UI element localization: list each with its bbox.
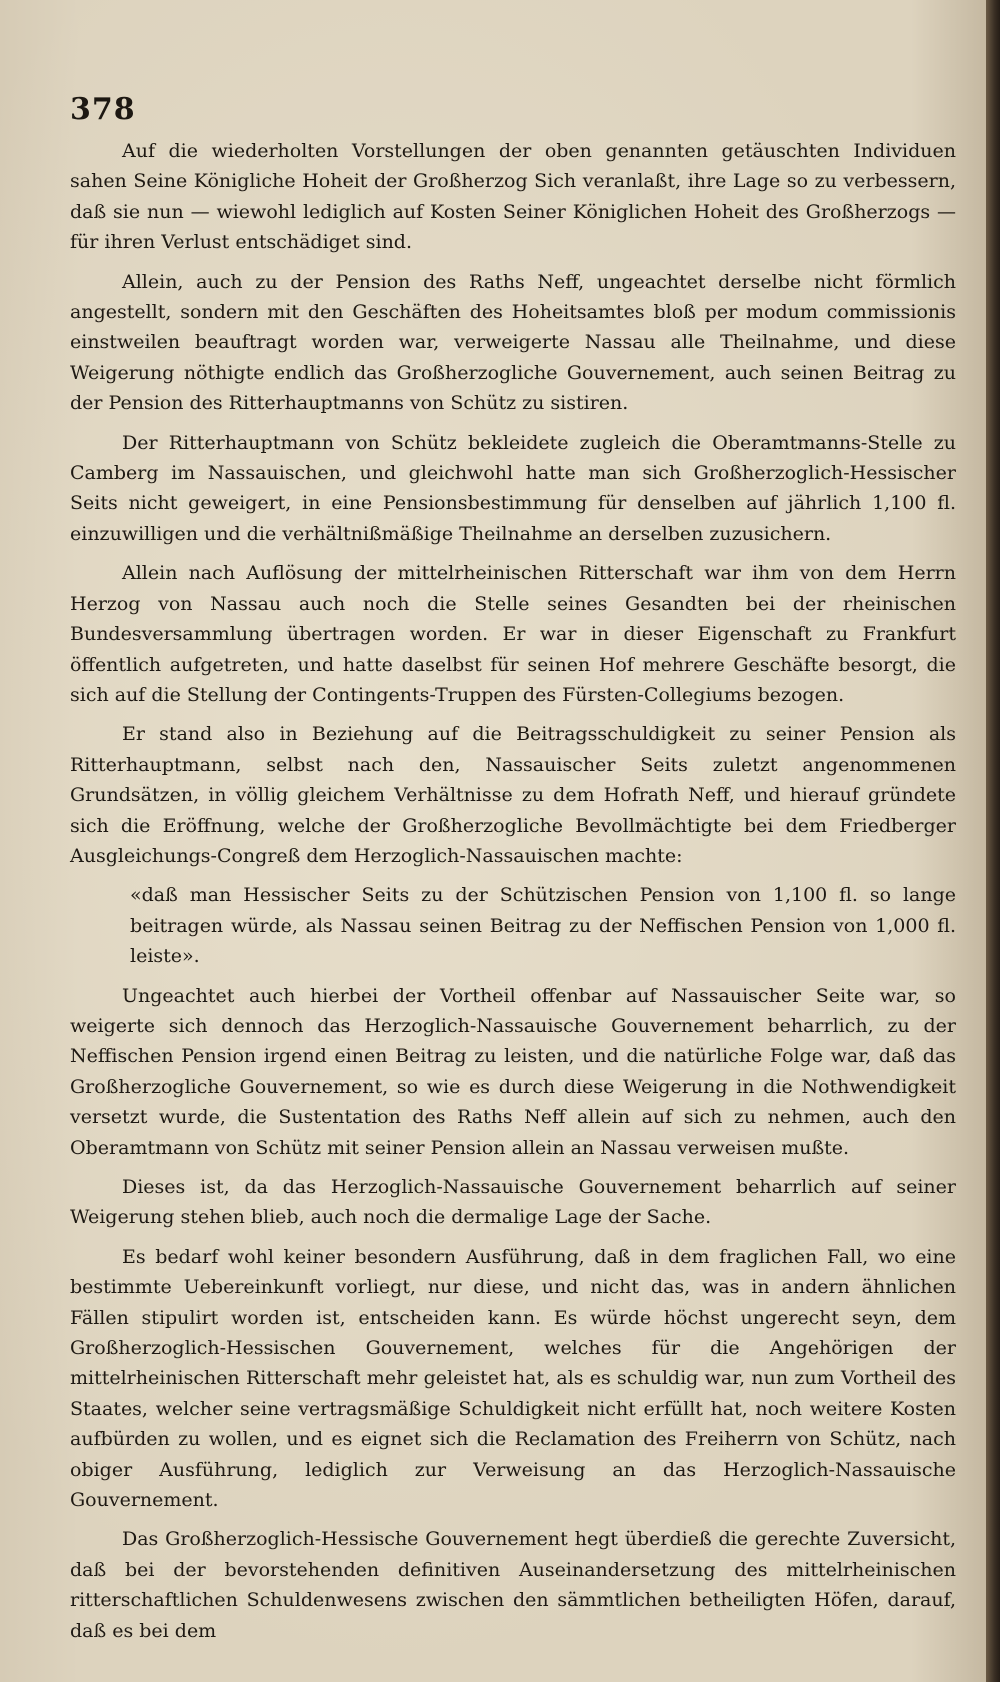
paragraph: Das Großherzoglich-Hessische Gouvernement hegt überdieß die gerechte Zuversicht, daß bei der bevorstehenden definitiven Auseinandersetzung des mittelrheinischen ritterschaftlichen Schuldenwesens zwischen den sämmtlichen betheiligten Höfen, darauf, daß es bei dem bbox=[70, 1528, 956, 1642]
body-text bbox=[70, 136, 956, 1655]
paragraph: Es bedarf wohl keiner besondern Ausführung, daß in dem fraglichen Fall, wo eine bestimmte Uebereinkunft vorliegt, nur diese, und nicht das, was in andern ähnlichen Fällen stipulirt worden ist, entscheiden kann. Es würde höchst ungerecht seyn, dem Großherzoglich-Hessischen Gouvernement, welches für die Angehörigen der mittelrheinischen Ritterschaft mehr geleistet hat, als es schuldig war, nun zum Vortheil des Staates, welcher seine vertragsmäßige Schuldigkeit nicht erfüllt hat, noch weitere Kosten aufbürden zu wollen, und es eignet sich die Reclamation des Freiherrn von Schütz, nach obiger Ausführung, lediglich zur Verweisung an das Herzoglich-Nassauische Gouvernement. bbox=[70, 1245, 956, 1512]
paragraph: Allein nach Auflösung der mittelrheinischen Ritterschaft war ihm von dem Herrn Herzog von Nassau auch noch die Stelle seines Gesandten bei der rheinischen Bundesversammlung übertragen worden. Er war in dieser Eigenschaft zu Frankfurt öffentlich aufgetreten, und hatte daselbst für seinen Hof mehrere Geschäfte besorgt, die sich auf die Stellung der Contingents-Truppen des Fürsten-Collegiums bezogen. bbox=[70, 562, 956, 706]
paragraph: Der Ritterhauptmann von Schütz bekleidete zugleich die Oberamtmanns-Stelle zu Camberg im Nassauischen, und gleichwohl hatte man sich Großherzoglich-Hessischer Seits nicht geweigert, in eine Pensionsbestimmung für denselben auf jährlich 1,100 fl. einzuwilligen und die verhältnißmäßige Theilnahme an derselben zuzusichern. bbox=[70, 431, 956, 545]
quoted-proposal: «daß man Hessischer Seits zu der Schützischen Pension von 1,100 fl. so lange beitragen würde, als Nassau seinen Beitrag zu der Neffischen Pension von 1,000 fl. leiste». bbox=[130, 884, 956, 968]
page-number: 378 bbox=[70, 92, 136, 127]
paragraph: Ungeachtet auch hierbei der Vortheil offenbar auf Nassauischer Seite war, so weigerte sich dennoch das Herzoglich-Nassauische Gouvernement beharrlich, zu der Neffischen Pension irgend einen Beitrag zu leisten, und die natürliche Folge war, daß das Großherzogliche Gouvernement, so wie es durch diese Weigerung in die Nothwendigkeit versetzt wurde, die Sustentation des Raths Neff allein auf sich zu nehmen, auch den Oberamtmann von Schütz mit seiner Pension allein an Nassau verweisen mußte. bbox=[70, 984, 956, 1159]
paragraph: Allein, auch zu der Pension des Raths Neff, ungeachtet derselbe nicht förmlich angestellt, sondern mit den Geschäften des Hoheitsamtes bloß per modum commissionis einstweilen beauftragt worden war, verweigerte Nassau alle Theilnahme, und diese Weigerung nöthigte endlich das Großherzogliche Gouvernement, auch seinen Beitrag zu der Pension des Ritterhauptmanns von Schütz zu sistiren. bbox=[70, 270, 956, 415]
paragraph: Dieses ist, da das Herzoglich-Nassauische Gouvernement beharrlich auf seiner Weigerung stehen blieb, auch noch die dermalige Lage der Sache. bbox=[70, 1176, 956, 1229]
paragraph: Auf die wiederholten Vorstellungen der oben genannten getäuschten Individuen sahen Seine Königliche Hoheit der Großherzog Sich veranlaßt, ihre Lage so zu verbessern, daß sie nun — wiewohl lediglich auf Kosten Seiner Königlichen Hoheit des Großherzogs — für ihren Verlust entschädiget sind. bbox=[70, 140, 956, 254]
book-binding-edge bbox=[986, 0, 1000, 1682]
paragraph: Er stand also in Beziehung auf die Beitragsschuldigkeit zu seiner Pension als Ritterhauptmann, selbst nach den, Nassauischer Seits zuletzt angenommenen Grundsätzen, in völlig gleichem Verhältnisse zu dem Hofrath Neff, und hierauf gründete sich die Eröffnung, welche der Großherzogliche Bevollmächtigte bei dem Friedberger Ausgleichungs-Congreß dem Herzoglich-Nassauischen machte: bbox=[70, 723, 956, 867]
